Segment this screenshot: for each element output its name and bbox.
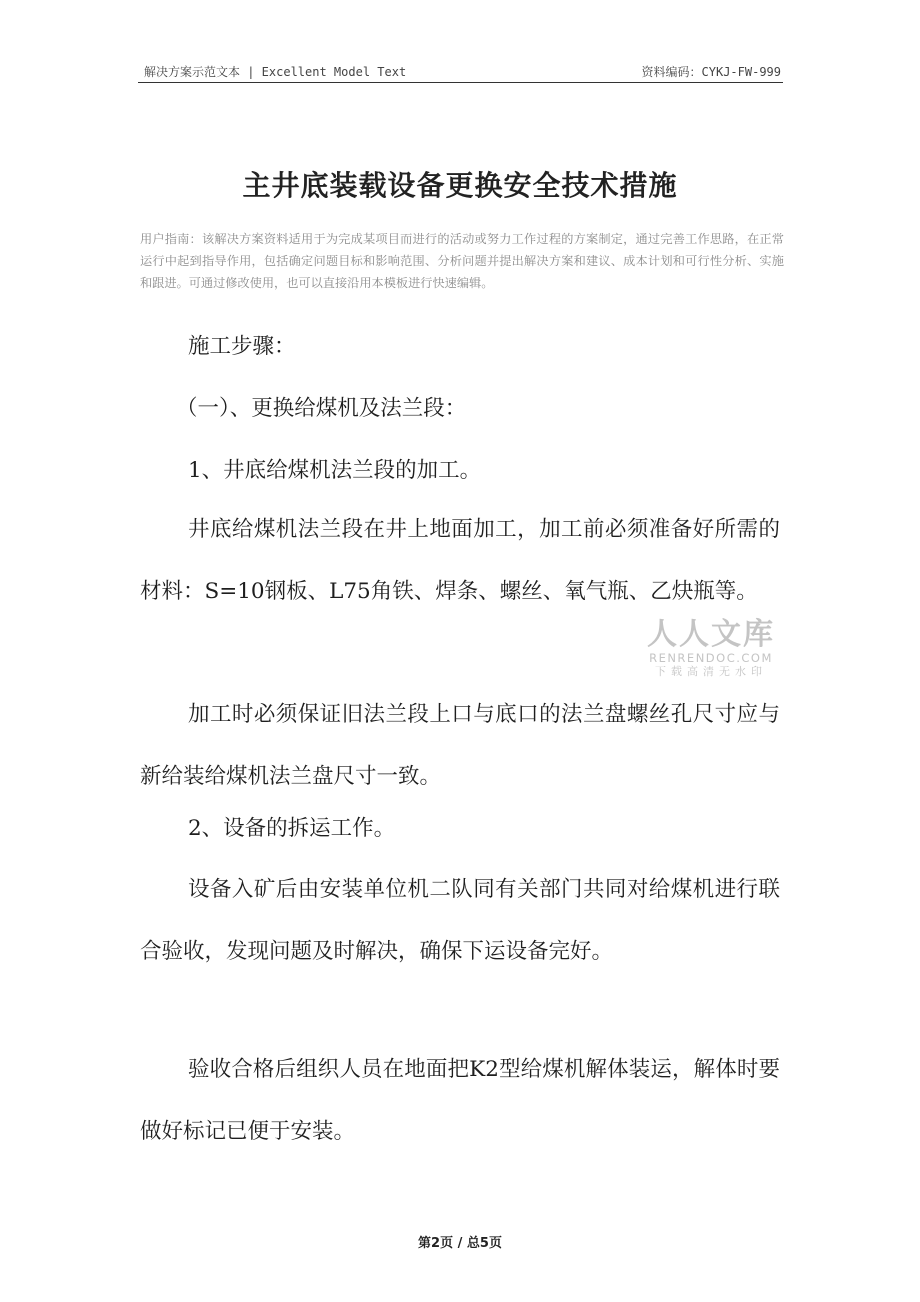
watermark-slogan: 下载高清无水印 (655, 665, 767, 678)
page-header (138, 58, 783, 83)
document-title: 主井底装载设备更换安全技术措施 (242, 169, 678, 202)
subsection-heading-1: 1、井底给煤机法兰段的加工。 (188, 458, 482, 483)
paragraph-acceptance-inspection: 设备入矿后由安装单位机二队同有关部门共同对给煤机进行联合验收，发现问题及时解决，确保下运设备完好。 (140, 877, 780, 964)
page-number: 第2页 / 总5页 (418, 1236, 502, 1251)
watermark-logo (646, 618, 776, 679)
header-doc-type: 解决方案示范文本 | Excellent Model Text (144, 65, 407, 79)
watermark-brand: 人人文库 (647, 617, 775, 652)
subsection-heading-2: 2、设备的拆运工作。 (188, 816, 396, 841)
user-guide-note: 用户指南：该解决方案资料适用于为完成某项目而进行的活动或努力工作过程的方案制定，通过完善工作思路，在正常运行中起到指导作用，包括确定问题目标和影响范围、分析问题并提出解决方案和建议、成本计划和可行性分析、实施和跟进。可通过修改使用，也可以直接沿用本模板进行快速编辑。 (140, 232, 784, 290)
watermark-url: RENRENDOC.COM (649, 651, 773, 665)
paragraph-construction-steps: 施工步骤： (188, 334, 296, 359)
paragraph-flange-requirements: 加工时必须保证旧法兰段上口与底口的法兰盘螺丝孔尺寸应与新给装给煤机法兰盘尺寸一致。 (140, 702, 780, 789)
paragraph-flange-processing: 井底给煤机法兰段在井上地面加工，加工前必须准备好所需的材料：S=10钢板、L75角铁、焊条、螺丝、氧气瓶、乙炔瓶等。 (140, 517, 780, 604)
paragraph-disassembly-transport: 验收合格后组织人员在地面把K2型给煤机解体装运，解体时要做好标记已便于安装。 (140, 1057, 780, 1144)
section-heading-1: （一）、更换给煤机及法兰段： (176, 396, 467, 421)
header-doc-code: 资料编码：CYKJ-FW-999 (641, 65, 781, 79)
